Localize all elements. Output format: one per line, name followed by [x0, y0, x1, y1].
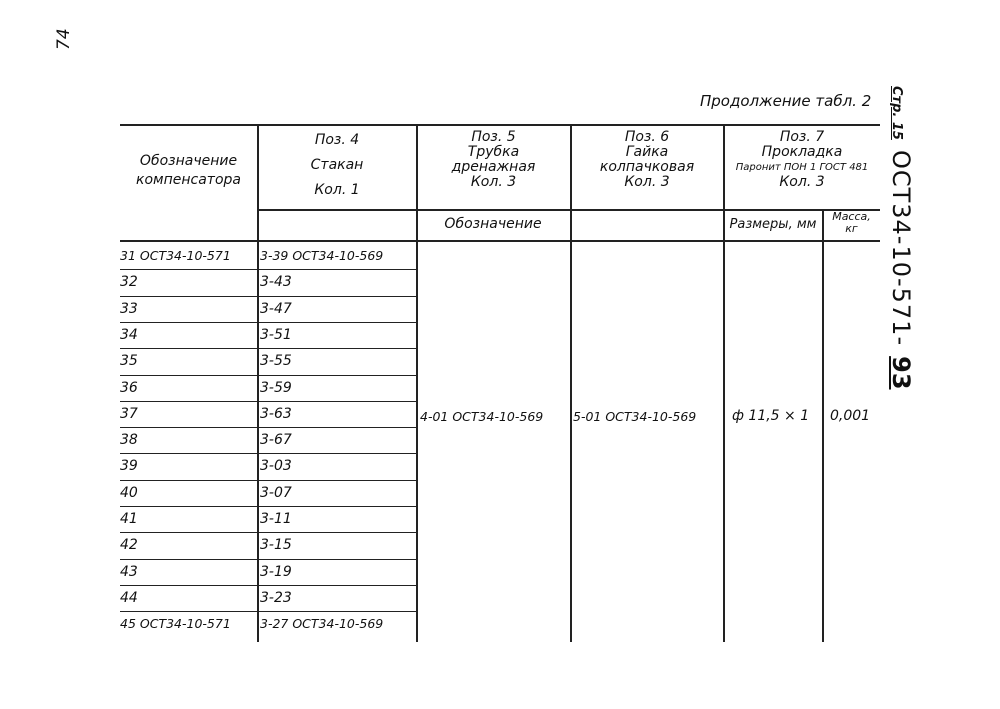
compensator-designation: 32 — [120, 274, 138, 291]
compensator-designation: 41 — [120, 511, 138, 527]
subheader-mass: Масса, кг — [832, 210, 871, 235]
compensator-designation: 44 — [120, 589, 138, 606]
col-rule-3 — [570, 124, 572, 642]
compensator-designation: 43 — [120, 563, 138, 580]
compensator-designation: 35 — [120, 353, 138, 370]
compensator-designation: 42 — [120, 537, 138, 554]
glass-designation: 3-43 — [260, 274, 292, 291]
compensator-designation: 40 — [120, 484, 138, 501]
glass-designation: 3-39 ОСТ34-10-569 — [260, 248, 384, 263]
compensator-designation: 39 — [120, 458, 138, 475]
row-rule — [120, 401, 416, 402]
compensator-designation: 36 — [120, 379, 138, 396]
glass-designation: 3-55 — [260, 353, 292, 370]
header-mid-rule — [257, 209, 880, 211]
table-top-rule — [120, 124, 880, 126]
glass-designation: 3-07 — [260, 484, 292, 501]
row-rule — [120, 559, 416, 560]
row-rule — [120, 322, 416, 323]
glass-designation: 3-27 ОСТ34-10-569 — [260, 616, 384, 632]
header-pos6: Поз. 6 Гайка колпачковая Кол. 3 — [599, 129, 695, 190]
header-bottom-rule — [120, 240, 880, 242]
standard-code: ОСТ34-10-571- — [887, 149, 915, 347]
row-rule — [120, 453, 416, 454]
standard-year: 93 — [887, 356, 915, 390]
row-rule — [120, 611, 416, 612]
col-rule-4 — [723, 124, 725, 642]
subheader-designation: Обозначение — [444, 216, 542, 232]
page-number: 74 — [54, 28, 74, 50]
glass-designation: 3-63 — [260, 405, 292, 422]
col-rule-5 — [822, 209, 824, 642]
row-rule — [120, 427, 416, 428]
row-rule — [120, 480, 416, 481]
row-rule — [120, 296, 416, 297]
header-pos4: Поз. 4 Стакан Кол. 1 — [310, 132, 364, 198]
sheet-number: Стр. 15 — [889, 86, 904, 140]
compensator-designation: 33 — [120, 300, 138, 317]
gasket-size: ф 11,5 × 1 — [732, 408, 810, 424]
header-pos7: Поз. 7 Прокладка Паронит ПОН 1 ГОСТ 481 Кол. 3 — [735, 129, 869, 190]
nut-designation: 5-01 ОСТ34-10-569 — [573, 409, 697, 424]
col-rule-2 — [416, 124, 418, 642]
tube-designation: 4-01 ОСТ34-10-569 — [420, 409, 544, 424]
header-pos5: Поз. 5 Трубка дренажная Кол. 3 — [451, 129, 536, 190]
glass-designation: 3-23 — [260, 589, 292, 606]
glass-designation: 3-03 — [260, 458, 292, 475]
row-rule — [120, 532, 416, 533]
glass-designation: 3-19 — [260, 563, 292, 580]
table-continuation-label: Продолжение табл. 2 — [700, 92, 872, 110]
row-rule — [120, 506, 416, 507]
glass-designation: 3-15 — [260, 537, 292, 554]
compensator-designation: 38 — [120, 432, 138, 449]
gasket-mass: 0,001 — [830, 408, 871, 424]
row-rule — [120, 585, 416, 586]
compensator-designation: 31 ОСТ34-10-571 — [120, 248, 231, 263]
row-rule — [120, 375, 416, 376]
glass-designation: 3-59 — [260, 379, 292, 396]
compensator-designation: 37 — [120, 405, 138, 422]
glass-designation: 3-11 — [260, 511, 292, 527]
row-rule — [120, 348, 416, 349]
row-rule — [120, 269, 416, 270]
glass-designation: 3-67 — [260, 432, 292, 449]
subheader-size: Размеры, мм — [729, 217, 817, 232]
document-code-stamp — [887, 86, 915, 390]
compensator-designation: 45 ОСТ34-10-571 — [120, 616, 231, 632]
header-designation: Обозначение компенсатора — [136, 153, 241, 188]
compensator-designation: 34 — [120, 326, 138, 343]
glass-designation: 3-47 — [260, 300, 292, 317]
glass-designation: 3-51 — [260, 326, 292, 343]
